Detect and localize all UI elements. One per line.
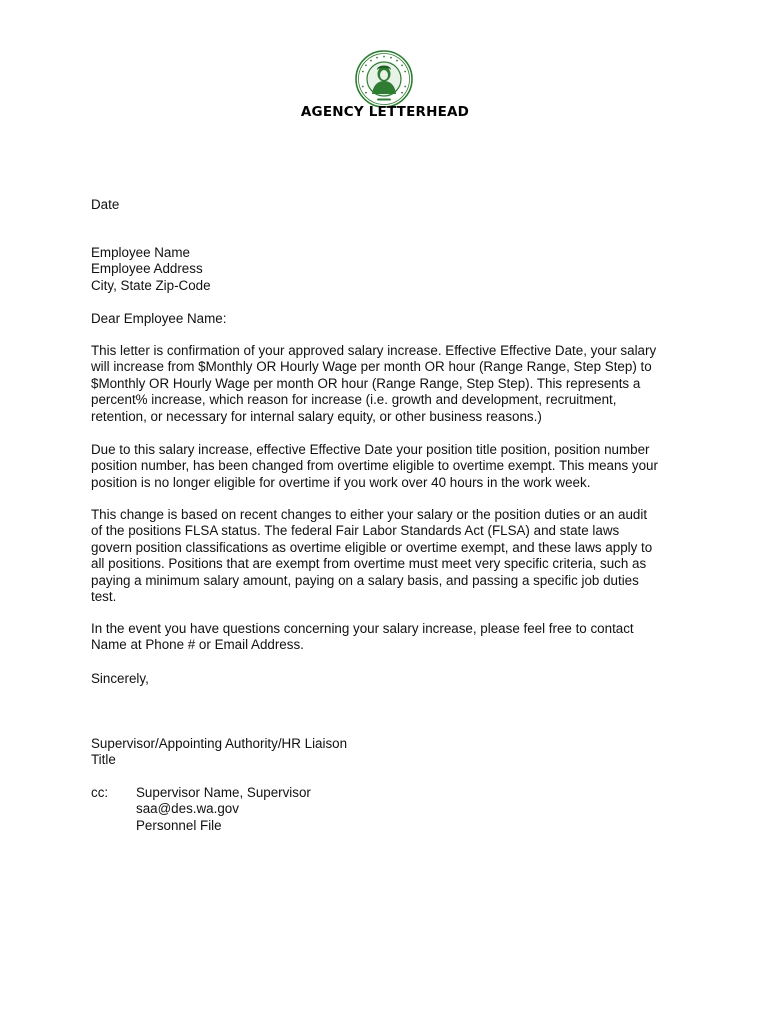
paragraph-confirmation: [91, 343, 691, 425]
address-line: Employee Name: [91, 245, 190, 260]
address-line: Employee Address: [91, 261, 203, 277]
state-seal-logo: [355, 50, 413, 108]
paragraph-line: Name at Phone # or Email Address.: [91, 637, 304, 653]
cc-item: saa@des.wa.gov: [136, 801, 239, 817]
paragraph-line: $Monthly OR Hourly Wage per month OR hour (Range Range, Step Step). This represents a: [91, 375, 641, 391]
paragraph-line: paying a minimum salary amount, paying on a salary basis, and passing a specific job duties: [91, 572, 639, 588]
letter-date: [91, 197, 691, 213]
paragraph-line: position number, has been changed from overtime eligible to overtime exempt. This means your: [91, 458, 658, 474]
paragraph-line: test.: [91, 589, 117, 605]
paragraph-line: This change is based on recent changes to either your salary or the position duties or an audit: [91, 507, 648, 522]
signer-block: [91, 736, 691, 769]
salutation: [91, 311, 691, 327]
paragraph-line: will increase from $Monthly OR Hourly Wage per month OR hour (Range Range, Step Step) to: [91, 359, 652, 375]
paragraph-line: govern position classifications as overtime eligible or overtime exempt, and these laws apply to: [91, 539, 653, 555]
paragraph-line: percent% increase, which reason for increase (i.e. growth and development, recruitment,: [91, 392, 617, 408]
cc-item: Personnel File: [136, 817, 222, 833]
address-line: City, State Zip-Code: [91, 277, 211, 293]
letterhead-title: AGENCY LETTERHEAD: [300, 104, 470, 120]
paragraph-line: all positions. Positions that are exempt from overtime must meet very specific criteria, such as: [91, 556, 647, 572]
cc-list: [136, 785, 311, 834]
cc-item: Supervisor Name, Supervisor: [136, 785, 311, 800]
closing-text: Sincerely,: [91, 671, 149, 686]
paragraph-line: Due to this salary increase, effective Effective Date your position title position, position number: [91, 442, 650, 457]
paragraph-line: of the positions FLSA status. The federal Fair Labor Standards Act (FLSA) and state laws: [91, 523, 620, 539]
paragraph-contact: [91, 621, 691, 654]
paragraph-line: This letter is confirmation of your approved salary increase. Effective Effective Date, your salary: [91, 343, 657, 358]
paragraph-line: In the event you have questions concerning your salary increase, please feel free to contact: [91, 621, 634, 636]
cc-label: cc:: [91, 785, 109, 800]
paragraph-line: retention, or necessary for internal salary equity, or other business reasons.): [91, 408, 542, 424]
paragraph-flsa: [91, 507, 691, 605]
recipient-address: [91, 245, 691, 294]
date-text: Date: [91, 197, 120, 212]
signer-title: Title: [91, 752, 116, 768]
closing: [91, 671, 691, 687]
paragraph-line: position is no longer eligible for overtime if you work over 40 hours in the work week.: [91, 474, 591, 490]
paragraph-overtime-status: [91, 442, 691, 491]
salutation-text: Dear Employee Name:: [91, 311, 227, 326]
signer-role: Supervisor/Appointing Authority/HR Liaison: [91, 736, 348, 751]
